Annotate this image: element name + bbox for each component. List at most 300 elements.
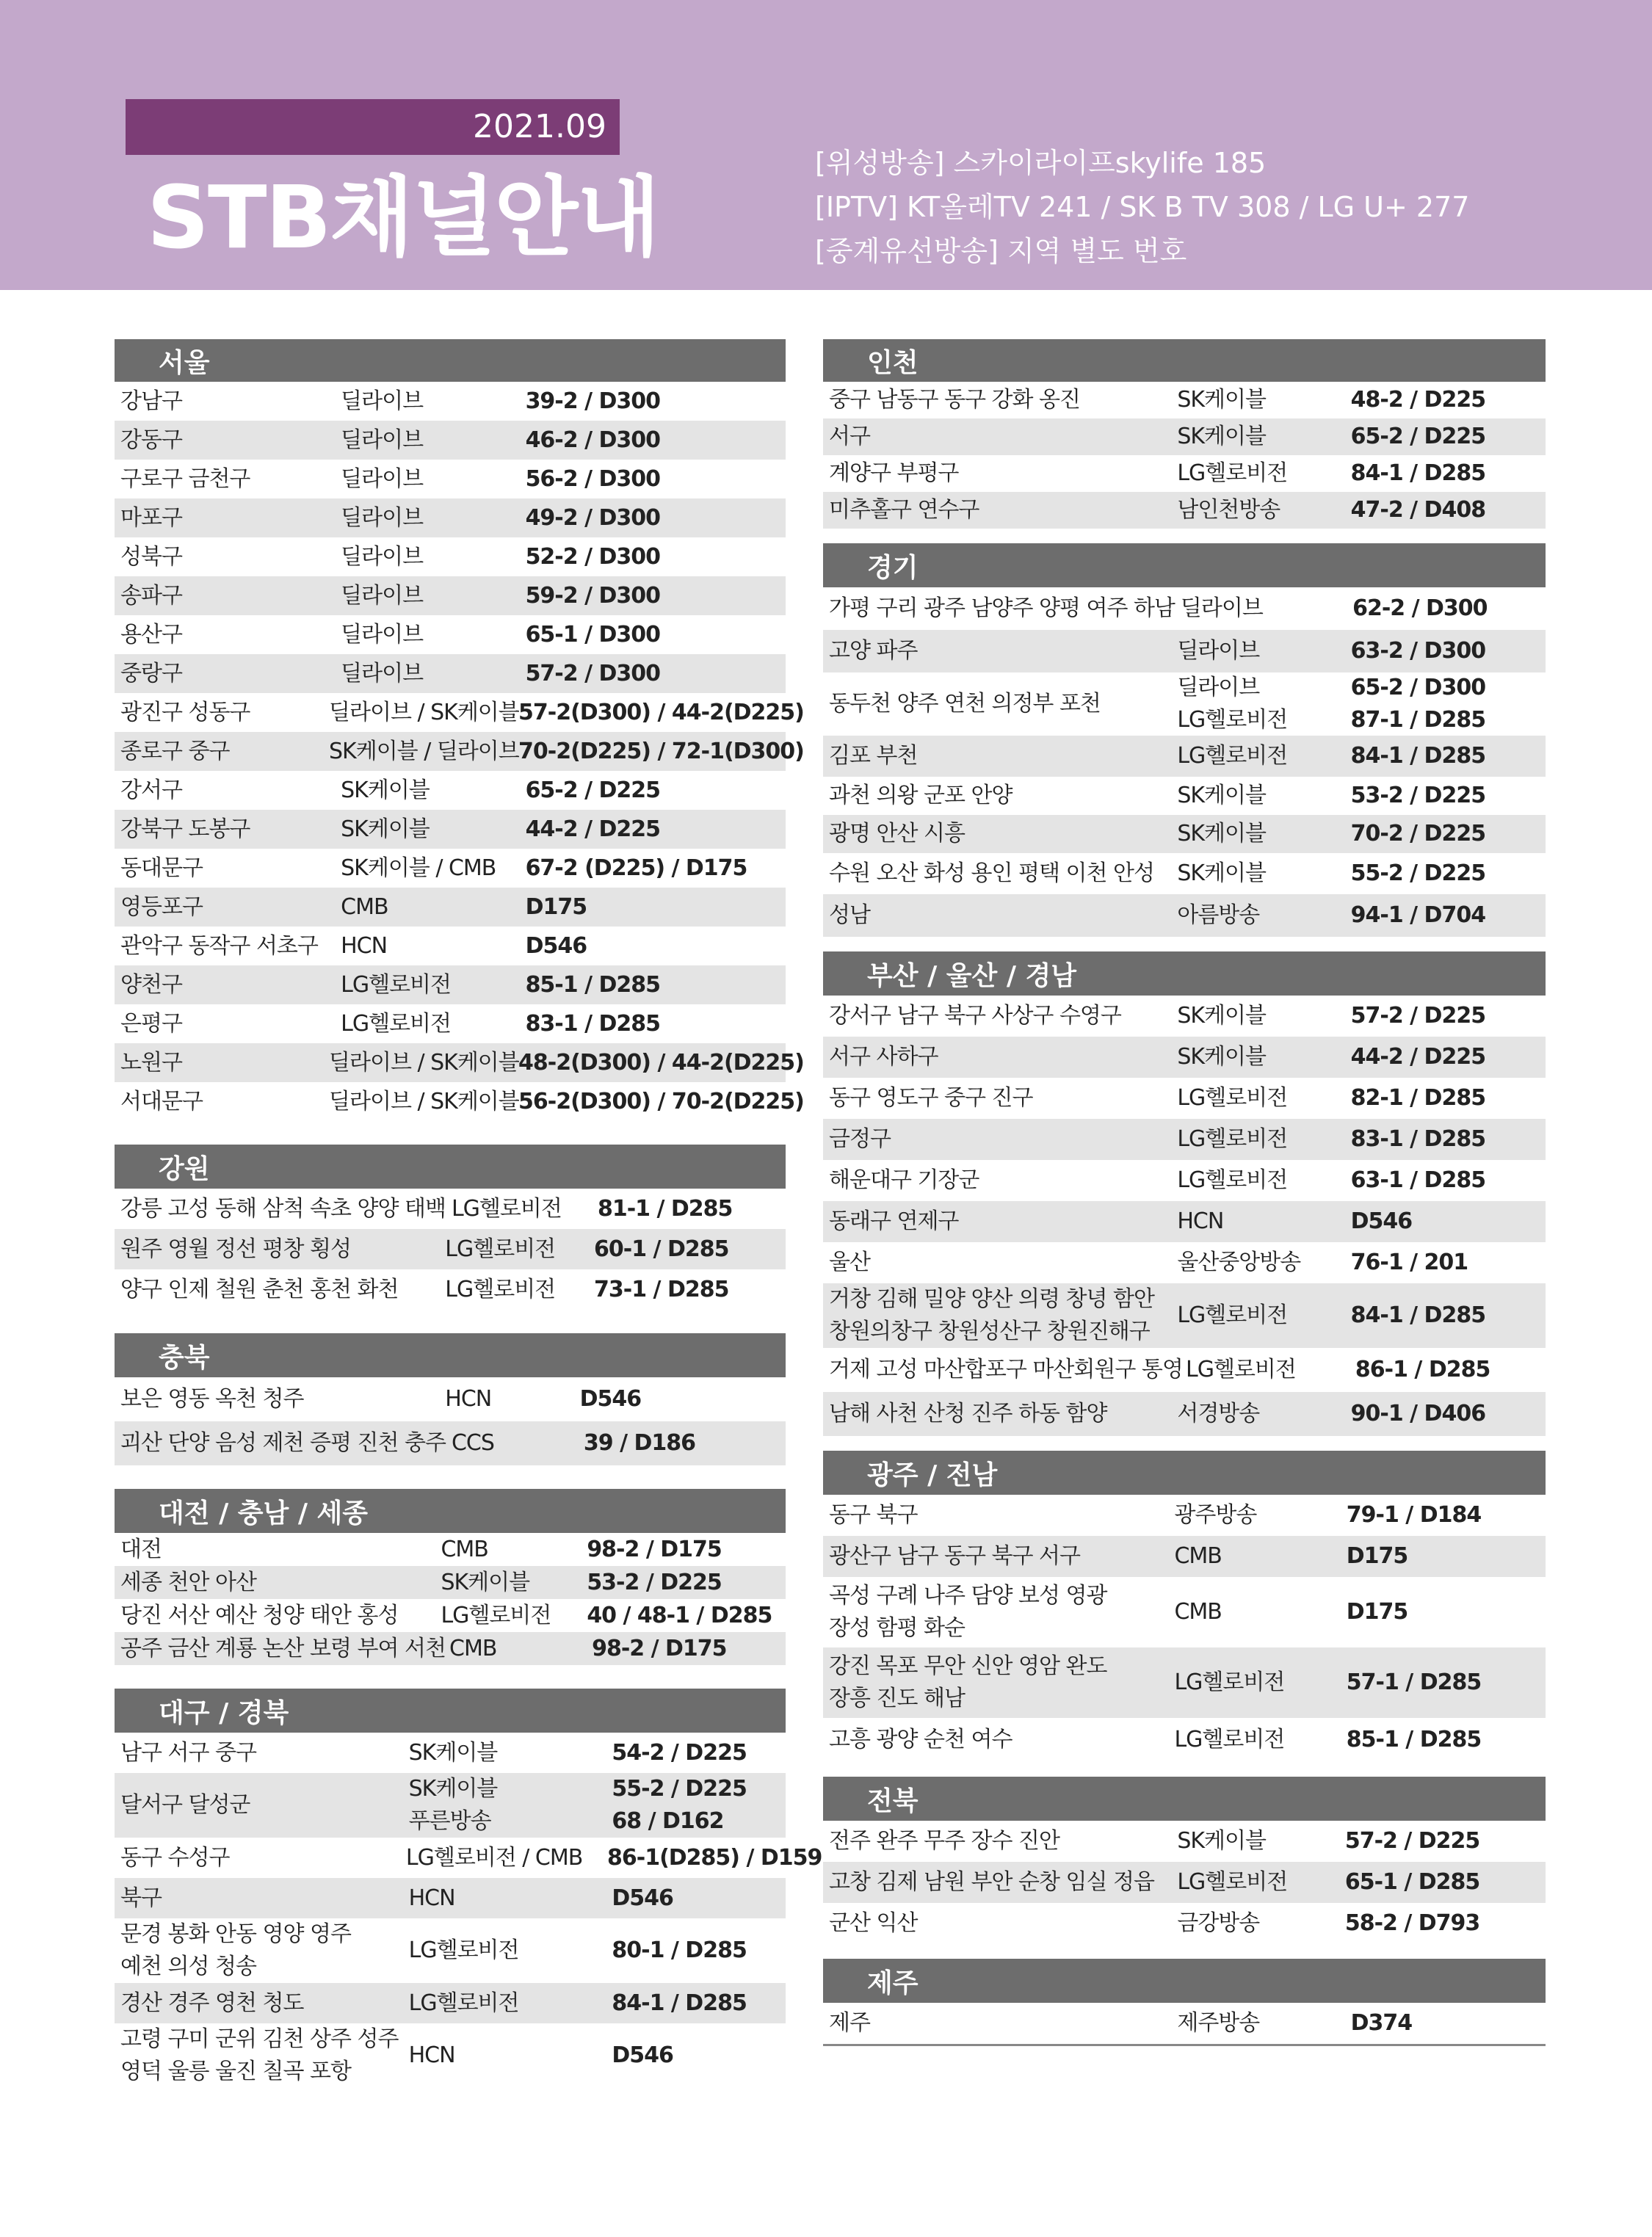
cell-provider: SK케이블 (1177, 387, 1266, 413)
cell-provider: SK케이블 (1177, 1044, 1266, 1070)
table-row (823, 1242, 1546, 1283)
cell-channel: 56-2(D300) / 70-2(D225) (518, 1088, 804, 1114)
cell-region: 곡성 구례 나주 담양 보성 영광 장성 함평 화순 (829, 1583, 1107, 1641)
cell-region: 양천구 (120, 971, 182, 998)
cell-provider: CCS (451, 1430, 494, 1456)
cell-region: 강서구 (120, 777, 182, 803)
cell-channel: 81-1 / D285 (597, 1195, 733, 1222)
cell-region: 대전 (120, 1536, 162, 1562)
cell-region: 괴산 단양 음성 제천 증평 진천 충주 (120, 1430, 446, 1456)
cell-channel: 58-2 / D793 (1344, 1910, 1480, 1936)
section-rows (823, 996, 1546, 1436)
section-title: 광주 / 전남 (823, 1451, 1546, 1495)
cell-region: 과천 의왕 군포 안양 (829, 783, 1012, 808)
cell-channel: 85-1 / D285 (1346, 1727, 1482, 1752)
cell-region: 은평구 (120, 1010, 182, 1037)
table-row (823, 1495, 1546, 1536)
cell-region: 서구 사하구 (829, 1044, 938, 1070)
table-row (823, 1718, 1546, 1762)
table-row (823, 418, 1546, 455)
table-row (115, 1733, 786, 1773)
section-right-0 (823, 339, 1546, 529)
cell-provider: SK케이블 푸른방송 (408, 1776, 498, 1834)
section-rows (823, 1495, 1546, 1762)
cell-region: 강서구 남구 북구 사상구 수영구 (829, 1003, 1121, 1029)
cell-provider: HCN (445, 1386, 492, 1412)
table-row (115, 1599, 786, 1632)
cell-channel: 65-1 / D300 (525, 621, 661, 648)
cell-region: 달서구 달성군 (120, 1792, 250, 1818)
cell-provider: LG헬로비전 (1177, 1302, 1288, 1328)
section-left-2 (115, 1333, 786, 1465)
table-row (115, 1043, 804, 1082)
table-row (115, 1878, 786, 1918)
cell-channel: 57-2 / D225 (1350, 1003, 1486, 1029)
cell-provider: 딜라이브 (341, 621, 424, 648)
cell-region: 세종 천안 아산 (120, 1569, 256, 1595)
cell-region: 군산 익산 (829, 1910, 918, 1936)
cell-provider: 아름방송 (1177, 902, 1260, 928)
cell-region: 서구 (829, 424, 870, 449)
section-rows (115, 1533, 786, 1665)
cell-region: 관악구 동작구 서초구 (120, 932, 318, 959)
cell-region: 구로구 금천구 (120, 465, 250, 492)
right-column (823, 339, 1546, 2046)
cell-region: 광명 안산 시흥 (829, 821, 965, 846)
cell-region: 고창 김제 남원 부안 순창 임실 정읍 (829, 1869, 1154, 1895)
cell-channel: 47-2 / D408 (1350, 497, 1486, 523)
section-rows (115, 382, 804, 1121)
section-rows (115, 1377, 786, 1465)
cell-region: 중구 남동구 동구 강화 옹진 (829, 387, 1080, 413)
cell-channel: 84-1 / D285 (1350, 460, 1486, 486)
cell-provider: 딜라이브 (341, 543, 424, 570)
cell-channel: 62-2 / D300 (1352, 595, 1488, 621)
cell-region: 강남구 (120, 388, 182, 414)
cell-provider: 딜라이브 / SK케이블 (329, 1049, 519, 1076)
cell-region: 김포 부천 (829, 743, 918, 769)
table-row (115, 1269, 786, 1310)
table-row (823, 815, 1546, 853)
cell-provider: LG헬로비전 (1174, 1727, 1285, 1752)
table-row (115, 1773, 786, 1838)
cell-region: 동대문구 (120, 855, 203, 881)
cell-channel: 57-1 / D285 (1346, 1669, 1482, 1695)
section-left-3 (115, 1489, 786, 1665)
cell-channel: 83-1 / D285 (525, 1010, 661, 1037)
cell-channel: 86-1(D285) / D159 (607, 1844, 822, 1871)
cell-channel: 98-2 / D175 (587, 1536, 722, 1562)
cell-channel: 48-2 / D225 (1350, 387, 1486, 413)
table-row (823, 1536, 1546, 1577)
table-row (115, 810, 786, 849)
cell-provider: LG헬로비전 (1177, 1167, 1288, 1193)
table-row (823, 736, 1546, 777)
cell-region: 광진구 성동구 (120, 699, 250, 725)
cell-provider: SK케이블 (341, 816, 430, 842)
table-row (823, 455, 1546, 492)
table-row (823, 1119, 1546, 1160)
cell-region: 미추홀구 연수구 (829, 497, 979, 523)
cell-provider: 딜라이브 / SK케이블 (329, 699, 519, 725)
cell-region: 보은 영동 옥천 청주 (120, 1386, 304, 1412)
section-rows (823, 382, 1546, 529)
cell-channel: 46-2 / D300 (525, 427, 661, 453)
cell-provider: SK케이블 / CMB (341, 855, 496, 881)
cell-region: 성남 (829, 902, 870, 928)
cell-region: 강북구 도봉구 (120, 816, 250, 842)
cell-provider: LG헬로비전 (1177, 743, 1288, 769)
cell-provider: LG헬로비전 (1174, 1669, 1285, 1695)
table-row (823, 587, 1546, 630)
cell-provider: HCN (408, 2042, 455, 2068)
table-row (115, 1566, 786, 1599)
cell-region: 남해 사천 산청 진주 하동 함양 (829, 1401, 1107, 1426)
table-row (115, 849, 786, 888)
cell-provider: LG헬로비전 (451, 1195, 562, 1222)
cell-channel: D175 (1346, 1543, 1408, 1569)
cell-provider: CMB (449, 1635, 497, 1661)
table-row (823, 894, 1546, 937)
section-title: 인천 (823, 339, 1546, 382)
table-row (115, 1004, 786, 1043)
cell-provider: HCN (341, 932, 388, 959)
cell-provider: LG헬로비전 (408, 1937, 519, 1963)
cell-channel: 54-2 / D225 (612, 1739, 747, 1766)
section-title: 서울 (115, 339, 786, 382)
table-row (115, 498, 786, 537)
cell-channel: 63-1 / D285 (1350, 1167, 1486, 1193)
cell-region: 동래구 연제구 (829, 1208, 959, 1234)
page-title: STB채널안내 (147, 167, 659, 268)
table-row (823, 630, 1546, 672)
section-right-3 (823, 1451, 1546, 1762)
table-row (115, 1632, 786, 1665)
cell-region: 양구 인제 철원 춘천 홍천 화천 (120, 1276, 399, 1302)
table-row (115, 1838, 822, 1878)
section-title: 충북 (115, 1333, 786, 1377)
cell-provider: SK케이블 (1177, 1003, 1266, 1029)
section-left-1 (115, 1145, 786, 1310)
cell-region: 노원구 (120, 1049, 182, 1076)
cell-region: 경산 경주 영천 청도 (120, 1990, 304, 2016)
table-row (823, 2003, 1546, 2044)
cell-region: 강진 목포 무안 신안 영암 완도 장흥 진도 해남 (829, 1653, 1107, 1711)
table-row (823, 1201, 1546, 1242)
cell-channel: 65-2 / D300 87-1 / D285 (1350, 675, 1486, 733)
cell-provider: HCN (1177, 1208, 1224, 1234)
cell-channel: 57-2 / D300 (525, 660, 661, 686)
cell-provider: LG헬로비전 (1177, 460, 1288, 486)
table-row (115, 576, 786, 615)
cell-provider: 딜라이브 (341, 388, 424, 414)
cell-provider: SK케이블 (341, 777, 430, 803)
cell-provider: 남인천방송 (1177, 497, 1280, 523)
cell-channel: D546 (612, 1885, 673, 1911)
cell-channel: 65-1 / D285 (1344, 1869, 1480, 1895)
header-banner (0, 0, 1652, 290)
cell-channel: 49-2 / D300 (525, 504, 661, 531)
cell-channel: 48-2(D300) / 44-2(D225) (518, 1049, 804, 1076)
left-column (115, 339, 822, 2088)
section-right-1 (823, 543, 1546, 937)
cell-region: 원주 영월 정선 평창 횡성 (120, 1236, 351, 1262)
cell-region: 동구 수성구 (120, 1844, 230, 1871)
table-row (823, 1348, 1546, 1392)
cell-channel: 86-1 / D285 (1355, 1357, 1490, 1382)
cell-provider: LG헬로비전 / CMB (405, 1844, 583, 1871)
cell-channel: 82-1 / D285 (1350, 1085, 1486, 1111)
cell-channel: 67-2 (D225) / D175 (525, 855, 747, 881)
cell-provider: SK케이블 (1177, 860, 1266, 886)
cell-provider: LG헬로비전 (341, 1010, 452, 1037)
cell-provider: 서경방송 (1177, 1401, 1260, 1426)
cell-channel: 84-1 / D285 (1350, 1302, 1486, 1328)
cell-channel: 84-1 / D285 (1350, 743, 1486, 769)
cell-provider: 딜라이브 (341, 504, 424, 531)
cell-provider: LG헬로비전 (441, 1602, 551, 1628)
cell-channel: 39 / D186 (583, 1430, 696, 1456)
section-rows (115, 1733, 822, 2088)
table-row (115, 2023, 786, 2088)
section-rows (115, 1189, 786, 1310)
table-row (823, 382, 1546, 418)
table-row (115, 1229, 786, 1269)
cell-channel: D175 (1346, 1599, 1408, 1625)
cell-provider: 딜라이브 (1180, 595, 1263, 621)
section-rows (823, 1821, 1546, 1944)
cell-provider: CMB (1174, 1543, 1222, 1569)
table-row (823, 1862, 1546, 1903)
section-title: 제주 (823, 1959, 1546, 2003)
section-title: 전북 (823, 1777, 1546, 1821)
cell-provider: 딜라이브 LG헬로비전 (1177, 675, 1288, 733)
table-row (823, 672, 1546, 736)
cell-region: 동두천 양주 연천 의정부 포천 (829, 691, 1101, 717)
cell-region: 고령 구미 군위 김천 상주 성주 영덕 울릉 울진 칠곡 포항 (120, 2026, 399, 2084)
table-row (823, 492, 1546, 529)
cell-region: 가평 구리 광주 남양주 양평 여주 하남 (829, 595, 1175, 621)
cell-provider: 딜라이브 (341, 465, 424, 492)
table-row (115, 693, 804, 732)
cell-provider: 광주방송 (1174, 1502, 1257, 1528)
cell-channel: D546 (1350, 1208, 1413, 1234)
cell-region: 공주 금산 계룡 논산 보령 부여 서천 (120, 1635, 446, 1661)
cell-provider: LG헬로비전 (408, 1990, 519, 2016)
cell-region: 고양 파주 (829, 638, 918, 664)
cell-channel: 65-2 / D225 (1350, 424, 1486, 449)
cell-region: 전주 완주 무주 장수 진안 (829, 1828, 1059, 1854)
cell-region: 계양구 부평구 (829, 460, 959, 486)
table-row (115, 1421, 786, 1465)
cell-channel: 98-2 / D175 (592, 1635, 727, 1661)
cell-region: 송파구 (120, 582, 182, 609)
section-rows (823, 2003, 1546, 2046)
cell-region: 금정구 (829, 1126, 891, 1152)
table-row (823, 1903, 1546, 1944)
cell-provider: SK케이블 (1177, 821, 1266, 846)
cell-channel: 73-1 / D285 (594, 1276, 729, 1302)
cell-provider: LG헬로비전 (1177, 1126, 1288, 1152)
cell-channel: 52-2 / D300 (525, 543, 661, 570)
cell-region: 문경 봉화 안동 영양 영주 예천 의성 청송 (120, 1921, 351, 1979)
cell-provider: 금강방송 (1177, 1910, 1260, 1936)
cell-region: 영등포구 (120, 893, 203, 920)
cell-region: 수원 오산 화성 용인 평택 이천 안성 (829, 860, 1154, 886)
table-row (115, 927, 786, 965)
table-row (823, 1078, 1546, 1119)
table-row (115, 1918, 786, 1983)
table-row (823, 996, 1546, 1037)
table-row (823, 1392, 1546, 1436)
section-rows (823, 587, 1546, 937)
table-row (115, 888, 786, 927)
cell-region: 동구 북구 (829, 1502, 918, 1528)
table-row (823, 1647, 1546, 1718)
cell-region: 성북구 (120, 543, 182, 570)
section-right-5 (823, 1959, 1546, 2046)
table-row (115, 1377, 786, 1421)
table-row (823, 777, 1546, 815)
cell-channel: 79-1 / D184 (1346, 1502, 1482, 1528)
section-right-4 (823, 1777, 1546, 1944)
table-row (115, 1983, 786, 2023)
cell-provider: SK케이블 (441, 1569, 530, 1595)
cell-region: 동구 영도구 중구 진구 (829, 1085, 1033, 1111)
broadcast-satellite: [위성방송] 스카이라이프skylife 185 (815, 147, 1267, 179)
cell-channel: 70-2 / D225 (1350, 821, 1486, 846)
cell-channel: 60-1 / D285 (594, 1236, 729, 1262)
section-title: 대구 / 경북 (115, 1689, 786, 1733)
table-row (823, 853, 1546, 894)
table-row (823, 1037, 1546, 1078)
section-title: 부산 / 울산 / 경남 (823, 951, 1546, 996)
table-row (115, 965, 786, 1004)
cell-provider: CMB (1174, 1599, 1222, 1625)
section-title: 대전 / 충남 / 세종 (115, 1489, 786, 1533)
cell-channel: 57-2 / D225 (1344, 1828, 1480, 1854)
section-left-0 (115, 339, 804, 1121)
issue-date: 2021.09 (126, 99, 620, 155)
table-row (115, 654, 786, 693)
section-right-2 (823, 951, 1546, 1436)
cell-region: 서대문구 (120, 1088, 203, 1114)
cell-region: 제주 (829, 2010, 870, 2036)
cell-channel: 53-2 / D225 (587, 1569, 722, 1595)
table-row (115, 537, 786, 576)
cell-channel: 57-2(D300) / 44-2(D225) (518, 699, 804, 725)
cell-region: 마포구 (120, 504, 182, 531)
cell-provider: SK케이블 (1177, 424, 1266, 449)
cell-region: 고흥 광양 순천 여수 (829, 1727, 1012, 1752)
cell-region: 광산구 남구 동구 북구 서구 (829, 1543, 1080, 1569)
cell-channel: 44-2 / D225 (525, 816, 661, 842)
cell-channel: 53-2 / D225 (1350, 783, 1486, 808)
cell-channel: 59-2 / D300 (525, 582, 661, 609)
cell-channel: 63-2 / D300 (1350, 638, 1486, 664)
cell-region: 남구 서구 중구 (120, 1739, 256, 1766)
broadcast-relay-cable: [중계유선방송] 지역 별도 번호 (815, 235, 1187, 267)
cell-region: 종로구 중구 (120, 738, 230, 764)
cell-provider: SK케이블 (1177, 1828, 1266, 1854)
section-title: 경기 (823, 543, 1546, 587)
table-row (115, 460, 786, 498)
cell-region: 거창 김해 밀양 양산 의령 창녕 함안 창원의창구 창원성산구 창원진해구 (829, 1286, 1154, 1344)
cell-provider: SK케이블 (1177, 783, 1266, 808)
table-row (115, 771, 786, 810)
cell-region: 거제 고성 마산합포구 마산회원구 통영 (829, 1357, 1183, 1382)
cell-region: 강동구 (120, 427, 182, 453)
cell-provider: 울산중앙방송 (1177, 1250, 1301, 1275)
cell-provider: CMB (341, 893, 388, 920)
cell-channel: D546 (525, 932, 587, 959)
table-row (115, 1533, 786, 1566)
section-left-4 (115, 1689, 822, 2088)
cell-provider: LG헬로비전 (1177, 1085, 1288, 1111)
cell-provider: 딜라이브 / SK케이블 (329, 1088, 519, 1114)
cell-provider: LG헬로비전 (445, 1276, 556, 1302)
cell-region: 울산 (829, 1250, 870, 1275)
cell-region: 당진 서산 예산 청양 태안 홍성 (120, 1602, 399, 1628)
cell-channel: 85-1 / D285 (525, 971, 661, 998)
cell-channel: D374 (1350, 2010, 1413, 2036)
cell-provider: SK케이블 / 딜라이브 (329, 738, 519, 764)
cell-provider: SK케이블 (408, 1739, 498, 1766)
cell-channel: 55-2 / D225 68 / D162 (612, 1776, 747, 1834)
cell-provider: CMB (441, 1536, 488, 1562)
cell-provider: HCN (408, 1885, 455, 1911)
cell-region: 용산구 (120, 621, 182, 648)
cell-region: 해운대구 기장군 (829, 1167, 979, 1193)
cell-provider: LG헬로비전 (341, 971, 452, 998)
broadcast-iptv: [IPTV] KT올레TV 241 / SK B TV 308 / LG U+ 277 (815, 191, 1470, 223)
cell-provider: 딜라이브 (341, 582, 424, 609)
cell-channel: D546 (579, 1386, 642, 1412)
table-row (823, 1283, 1546, 1348)
table-row (115, 1082, 804, 1121)
cell-provider: 딜라이브 (341, 660, 424, 686)
cell-provider: LG헬로비전 (445, 1236, 556, 1262)
cell-region: 중랑구 (120, 660, 182, 686)
cell-provider: 딜라이브 (1177, 638, 1260, 664)
cell-provider: LG헬로비전 (1177, 1869, 1288, 1895)
cell-channel: 84-1 / D285 (612, 1990, 747, 2016)
table-row (823, 1821, 1546, 1862)
cell-channel: 90-1 / D406 (1350, 1401, 1486, 1426)
cell-provider: 딜라이브 (341, 427, 424, 453)
cell-region: 북구 (120, 1885, 162, 1911)
table-row (115, 1189, 786, 1229)
table-row (115, 382, 786, 421)
cell-channel: 44-2 / D225 (1350, 1044, 1486, 1070)
cell-channel: 83-1 / D285 (1350, 1126, 1486, 1152)
cell-channel: 70-2(D225) / 72-1(D300) (518, 738, 804, 764)
cell-channel: D175 (525, 893, 587, 920)
cell-channel: D546 (612, 2042, 673, 2068)
cell-channel: 39-2 / D300 (525, 388, 661, 414)
broadcast-info (815, 141, 1469, 273)
cell-provider: LG헬로비전 (1186, 1357, 1296, 1382)
table-row (823, 1577, 1546, 1647)
cell-channel: 76-1 / 201 (1350, 1250, 1468, 1275)
table-row (115, 615, 786, 654)
cell-channel: 80-1 / D285 (612, 1937, 747, 1963)
table-row (823, 1160, 1546, 1201)
cell-channel: 94-1 / D704 (1350, 902, 1486, 928)
cell-channel: 65-2 / D225 (525, 777, 661, 803)
cell-provider: 제주방송 (1177, 2010, 1260, 2036)
cell-channel: 55-2 / D225 (1350, 860, 1486, 886)
